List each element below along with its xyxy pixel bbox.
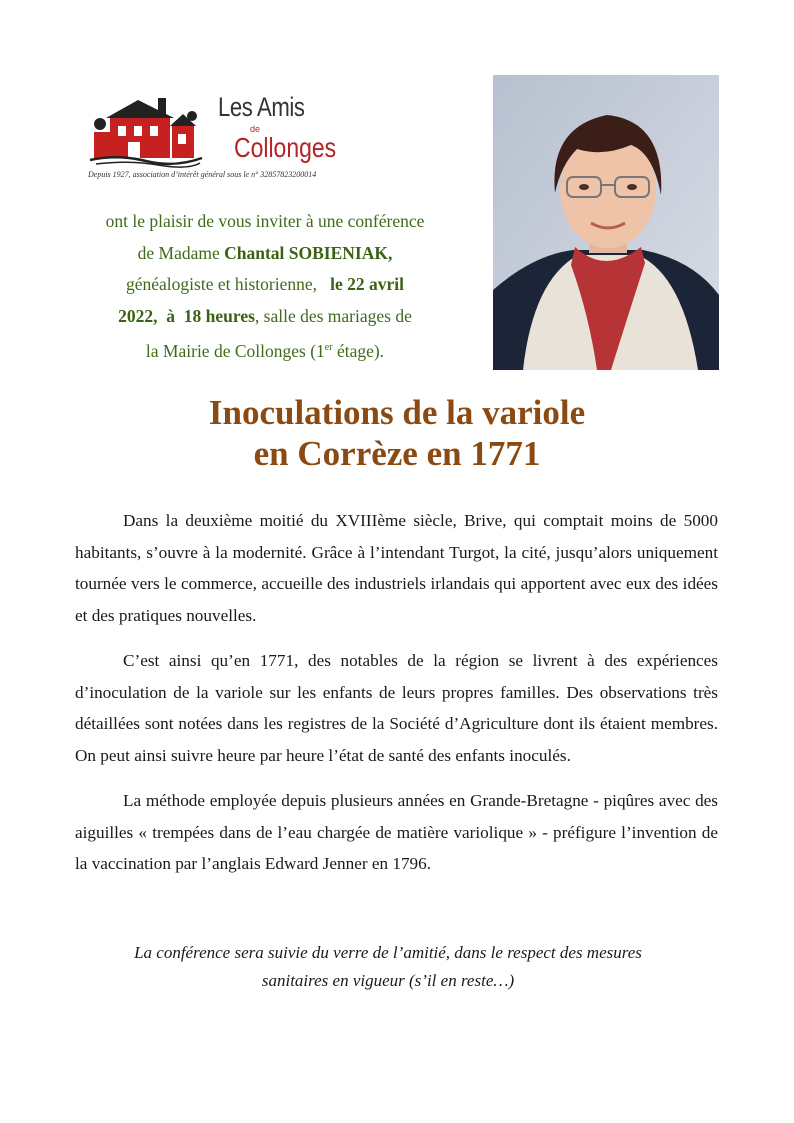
association-logo: [88, 88, 348, 183]
venue-floor-sup: er: [324, 342, 333, 353]
invite-line-5: [60, 332, 470, 367]
paragraph-2: C’est ainsi qu’en 1771, des notables de la région se livrent à des expériences d’inoculation de la variole sur les enfants de leurs propres familles. Des observations très détaillées sont notées dans les registres de la Société d’Agriculture dont ils étaient membres. On peut ainsi suivre heure par heure l’état de santé des enfants inoculés.: [75, 651, 718, 765]
logo-tagline: Depuis 1927, association d’intérêt général sous le n° 32857823200014: [88, 170, 317, 179]
conference-title: [0, 392, 794, 474]
event-time: 18 heures: [183, 305, 255, 326]
event-date-part2: 2022,: [118, 305, 158, 326]
speaker-title: généalogiste et historienne,: [126, 274, 317, 294]
invite-line-2: [60, 238, 470, 270]
house-drawing-icon: [88, 94, 204, 168]
speaker-name: Chantal SOBIENIAK,: [224, 242, 393, 263]
event-date-part1: le 22 avril: [330, 274, 404, 294]
invite-line-4: [60, 301, 470, 333]
logo-name-line1: Les Amis: [218, 92, 305, 122]
title-line-1: Inoculations de la variole: [208, 393, 586, 432]
title-line-2: en Corrèze en 1771: [253, 434, 541, 473]
speaker-portrait-photo: [493, 75, 719, 370]
closing-line-2: sanitaires en vigueur (s’il en reste…): [261, 971, 515, 990]
conference-description: [75, 505, 718, 894]
venue-line2-prefix: la Mairie de Collonges (1: [145, 340, 325, 361]
paragraph-1: Dans la deuxième moitié du XVIIIème siècle, Brive, qui comptait moins de 5000 habitants, s’ouvre à la modernité. Grâce à l’intendant Turgot, la cité, jusqu’alors uniquement tournée vers le commerce, accueille des industriels irlandais qui apportent avec eux des idées et des pratiques nouvelles.: [75, 511, 718, 625]
invite-line-3: [60, 269, 470, 301]
logo-name-line2: Collonges: [234, 132, 337, 163]
closing-note: [60, 939, 716, 995]
venue-line2-suffix: étage).: [332, 340, 385, 361]
event-date-a: à: [166, 305, 176, 326]
paragraph-3: La méthode employée depuis plusieurs années en Grande-Bretagne - piqûres avec des aiguilles « trempées dans de l’eau chargée de matière variolique » - préfigure l’invention de la vaccination par l’anglais Edward Jenner en 1796.: [75, 791, 718, 873]
closing-line-1: La conférence sera suivie du verre de l’amitié, dans le respect des mesures: [134, 943, 642, 962]
venue-line1: , salle des mariages de: [254, 305, 412, 326]
invitation-text: [60, 206, 470, 367]
logo-name-de: de: [250, 124, 261, 134]
invite-line-1: ont le plaisir de vous inviter à une conférence: [105, 211, 425, 231]
invite-line2-prefix: de Madame: [137, 242, 225, 263]
